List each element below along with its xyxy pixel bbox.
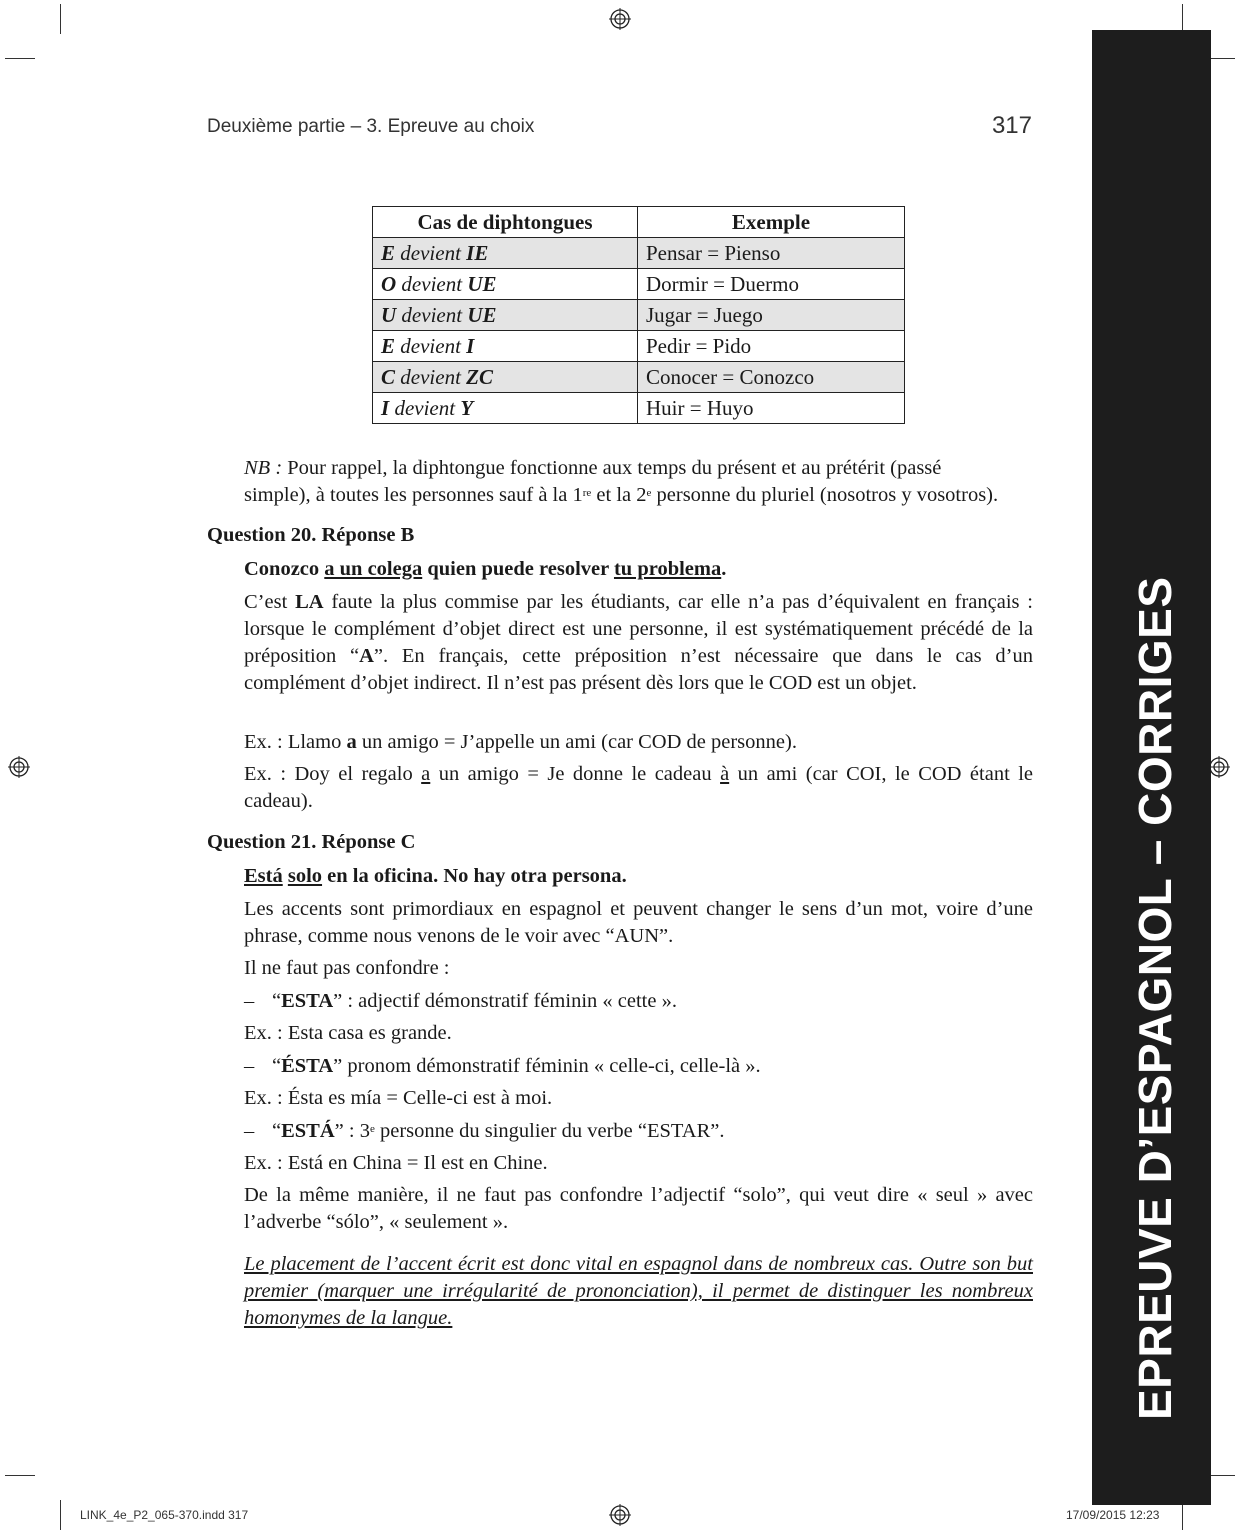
table-cell: Pensar = Pienso [638, 238, 905, 269]
question-21-paragraph-3: De la même manière, il ne faut pas confondre l’adjectif “solo”, qui veut dire « seul » avec l’adverbe “sólo”, « seulement ». [244, 1184, 1033, 1233]
example-line: Ex. : Ésta es mía = Celle-ci est à moi. [244, 1087, 553, 1109]
question-21-title: Question 21. Réponse C [207, 831, 416, 853]
question-20-title: Question 20. Réponse B [207, 524, 415, 546]
registration-mark-icon [8, 756, 30, 778]
table-row [373, 238, 905, 269]
table-row [373, 300, 905, 331]
registration-mark-icon [1208, 756, 1230, 778]
list-item: – “ESTÁ” : 3e personne du singulier du verbe “ESTAR”. [244, 1120, 725, 1142]
table-cell: C devient ZC [373, 362, 638, 393]
example-line: Ex. : Esta casa es grande. [244, 1022, 452, 1044]
table-cell: Dormir = Duermo [638, 269, 905, 300]
table-header-row [373, 207, 905, 238]
nb-paragraph: NB : Pour rappel, la diphtongue fonctionne aux temps du présent et au prétérit (passé simple), à toutes les personnes sauf à la 1re et la 2e personne du pluriel (nosotros y vosotros). [244, 457, 999, 506]
table-cell: Jugar = Juego [638, 300, 905, 331]
question-20-example-2: Ex. : Doy el regalo a un amigo = Je donne le cadeau à un ami (car COI, le COD étant le cadeau). [244, 763, 1034, 812]
diphthong-table [372, 206, 905, 424]
table-row [373, 362, 905, 393]
footer-datetime: 17/09/2015 12:23 [1066, 1508, 1160, 1522]
table-cell: O devient UE [373, 269, 638, 300]
table-row [373, 269, 905, 300]
table-cell: Pedir = Pido [638, 331, 905, 362]
running-header: Deuxième partie – 3. Epreuve au choix [207, 116, 535, 137]
question-20-example-1: Ex. : Llamo a un amigo = J’appelle un ami (car COD de personne). [244, 731, 797, 753]
table-cell: E devient I [373, 331, 638, 362]
table-cell: E devient IE [373, 238, 638, 269]
question-21-paragraph-1: Les accents sont primordiaux en espagnol et peuvent changer le sens d’un mot, voire d’une phrase, comme nous venons de le voir avec “AUN”. [244, 898, 1033, 947]
registration-mark-icon [609, 1504, 631, 1526]
conclusion-paragraph: Le placement de l’accent écrit est donc vital en espagnol dans de nombreux cas. Outre son but premier (marquer une irrégularité de prononciation), il permet de distinguer les nombreux homonymes de la langue. [244, 1253, 1033, 1329]
footer-file-slug: LINK_4e_P2_065-370.indd 317 [80, 1508, 249, 1522]
question-21-sentence: Está solo en la oficina. No hay otra persona. [244, 865, 627, 887]
table-row [373, 331, 905, 362]
page-number: 317 [991, 112, 1032, 139]
example-line: Ex. : Está en China = Il est en Chine. [244, 1152, 548, 1174]
table-cell: Huir = Huyo [638, 393, 905, 424]
side-banner-text: EPREUVE D’ESPAGNOL – CORRIGES [1129, 576, 1181, 1420]
table-cell: I devient Y [373, 393, 638, 424]
column-header: Exemple [638, 207, 905, 238]
table-cell: Conocer = Conozco [638, 362, 905, 393]
list-item: – “ÉSTA” pronom démonstratif féminin « celle-ci, celle-là ». [244, 1055, 761, 1077]
table-cell: U devient UE [373, 300, 638, 331]
list-item: – “ESTA” : adjectif démonstratif féminin « cette ». [244, 990, 677, 1012]
crop-mark [5, 58, 35, 59]
crop-mark [60, 4, 61, 34]
question-20-explanation: C’est LA faute la plus commise par les étudiants, car elle n’a pas d’équivalent en français : lorsque le complément d’objet direct est une personne, il est systématiquement précédé de la préposition “A”. En français, cette préposition n’est nécessaire que dans le cas d’un complément d’objet indirect. Il n’est pas présent dès lors que le COD est un objet. [244, 591, 1034, 694]
table-row [373, 393, 905, 424]
crop-mark [5, 1475, 35, 1476]
column-header: Cas de diphtongues [373, 207, 638, 238]
registration-mark-icon [609, 8, 631, 30]
question-21-paragraph-2: Il ne faut pas confondre : [244, 957, 450, 979]
crop-mark [60, 1500, 61, 1530]
question-20-sentence: Conozco a un colega quien puede resolver tu problema. [244, 558, 727, 580]
